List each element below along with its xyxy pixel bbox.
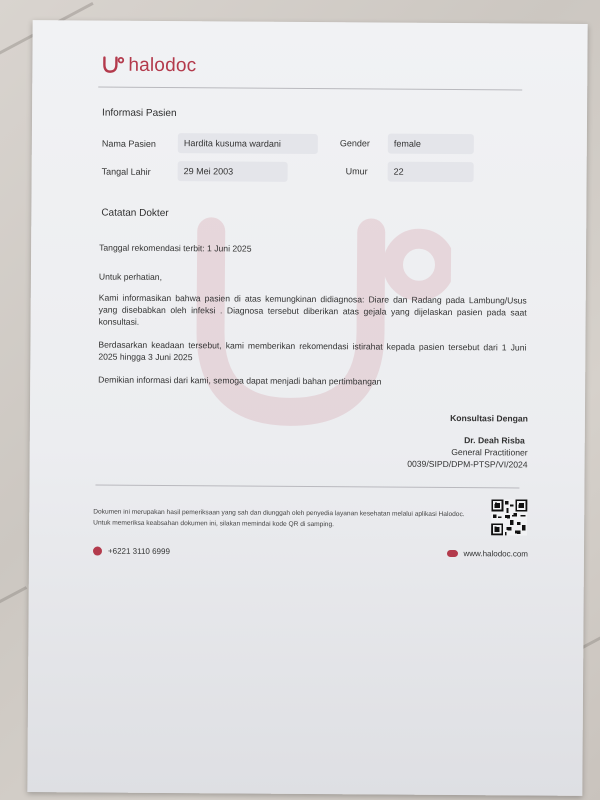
brand-name: halodoc <box>128 54 197 77</box>
website-url: www.halodoc.com <box>463 549 529 559</box>
dob-value: 29 Mei 2003 <box>178 161 288 182</box>
consult-label: Konsultasi Dengan <box>450 412 528 424</box>
patient-section-title: Informasi Pasien <box>102 107 177 120</box>
web-icon <box>446 550 457 557</box>
validity-note: Dokumen ini merupakan hasil pemeriksaan yang sah dan diunggah oleh penyedia layanan kesehatan melalui aplikasi Halodoc. Untuk memeriksa keabsahan dokumen ini, silakan memindai kode QR di samping. <box>93 508 465 529</box>
gender-value: female <box>388 134 474 155</box>
diagnosis-paragraph: Kami informasikan bahwa pasien di atas kemungkinan didiagnosa: Diare dan Radang pada Lambung/Usus yang disebabkan oleh infeksi . Diagnosa tersebut diberikan atas gejala yang dijelaskan pasien pada saat konsultasi. <box>98 292 527 327</box>
floor-mark <box>0 586 27 617</box>
closing-text: Demikian informasi dari kami, semoga dapat menjadi bahan pertimbangan <box>98 374 382 387</box>
age-value: 22 <box>388 162 474 183</box>
phone-contact <box>93 547 170 557</box>
notes-section-title: Catatan Dokter <box>101 207 169 220</box>
phone-number: +6221 3110 6999 <box>107 546 170 557</box>
stethoscope-logo-icon <box>102 56 124 76</box>
doctor-license: 0039/SIPD/DPM-PTSP/VI/2024 <box>407 458 528 470</box>
age-label: Umur <box>345 166 368 177</box>
qr-code-icon <box>491 499 527 535</box>
name-label: Nama Pasien <box>101 138 156 149</box>
dob-label: Tangal Lahir <box>101 166 151 177</box>
phone-icon <box>93 547 102 556</box>
website-contact <box>446 549 528 559</box>
name-value: Hardita kusuma wardani <box>178 133 318 154</box>
doctor-name: Dr. Deah Risba <box>464 435 525 446</box>
recommendation-date: Tanggal rekomendasi terbit: 1 Juni 2025 <box>99 242 252 254</box>
salutation: Untuk perhatian, <box>98 271 163 282</box>
header-divider <box>98 87 522 91</box>
gender-label: Gender <box>339 138 370 149</box>
footer-divider <box>95 485 519 489</box>
document-page <box>27 20 587 796</box>
rest-paragraph: Berdasarkan keadaan tersebut, kami memberikan rekomendasi istirahat kepada pasien tersebut dari 1 Juni 2025 hingga 3 Juni 2025 <box>98 339 527 363</box>
doctor-specialty: General Practitioner <box>451 447 528 458</box>
halodoc-logo <box>102 55 196 78</box>
